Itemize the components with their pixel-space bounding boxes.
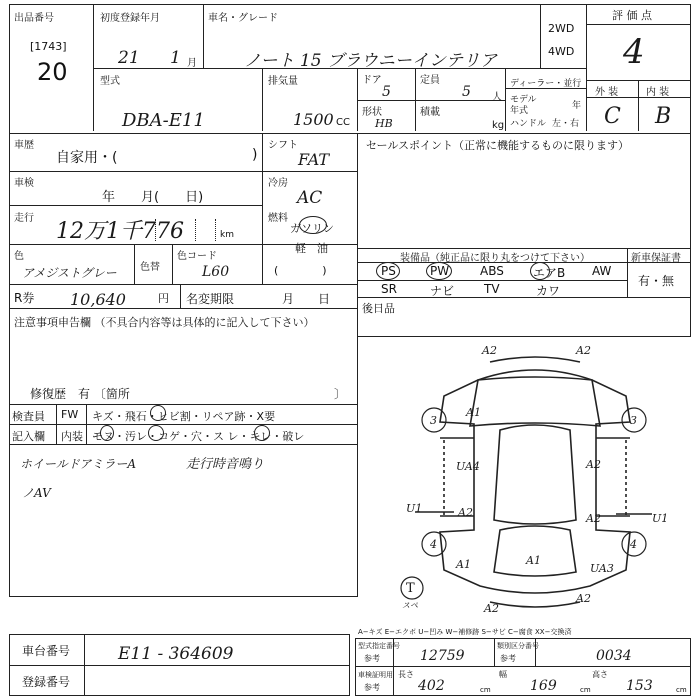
equip-aw: AW (592, 264, 612, 278)
interior-row-label: 内装 (61, 430, 83, 443)
car-diagram (390, 340, 680, 620)
drive-2wd: 2WD (548, 22, 575, 35)
mileage-value: 12万1千776 (56, 219, 184, 244)
name-grade-label: 車名・グレード (208, 13, 278, 24)
remark-3: ノAV (22, 486, 51, 500)
category-sub: 参考 (500, 654, 516, 663)
mark-a1-left-rear: A1 (456, 558, 471, 571)
load-unit: kg (492, 120, 505, 131)
mark-3-right: 3 (630, 414, 637, 427)
displacement-unit: CC (336, 117, 350, 128)
mark-u1-left: U1 (406, 502, 423, 515)
exterior-grade: C (604, 104, 621, 129)
lot-number-label: 出品番号 (14, 13, 54, 24)
interior-items: モヌ・汚レ・コゲ・穴・ス レ・キレ・破レ (92, 430, 305, 443)
registration-label: 登録番号 (22, 675, 71, 689)
mark-a2-front-left: A2 (482, 344, 497, 357)
shape-value: HB (375, 117, 393, 130)
width-key: 幅 (499, 670, 507, 679)
r-ticket-label: R券 (14, 291, 35, 305)
color-code-value: L60 (202, 264, 230, 280)
first-registration-label: 初度登録年月 (100, 13, 160, 24)
lot-number: 20 (37, 58, 68, 86)
repair-history-label: 修復歴 有 〔箇所 (30, 387, 130, 401)
model-spec-sub: 参考 (364, 654, 380, 663)
model-spec-label: 型式指定番号 (358, 642, 400, 650)
int-mark-circle-2 (148, 425, 164, 441)
fuel-diesel: 軽 油 (295, 242, 328, 255)
new-warranty-label: 新車保証書 (631, 253, 681, 264)
width-value: 169 (530, 678, 557, 694)
history-close: ) (252, 147, 258, 163)
fuel-paren: ( ) (274, 264, 327, 277)
color-label: 色 (14, 251, 24, 262)
r-ticket-value: 10,640 (70, 290, 126, 309)
category-value: 0034 (596, 648, 632, 664)
mark-a2-right-rear: A2 (586, 512, 601, 525)
year-unit: 年 (572, 101, 582, 111)
lot-code: [1743] (30, 40, 67, 53)
displacement-label: 排気量 (268, 76, 298, 87)
height-unit: cm (676, 686, 687, 694)
interior-label: 内 装 (646, 87, 670, 98)
tire-label: スペ (402, 601, 418, 610)
model-year-sub: 年式 (510, 106, 529, 116)
int-mark-circle-1 (100, 425, 114, 441)
shift-label: シフト (268, 140, 298, 151)
first-registration-month: 1 (170, 48, 181, 68)
after-frame (357, 297, 691, 337)
drive-4wd: 4WD (548, 45, 575, 58)
name-change-label: 名変期限 (186, 292, 235, 306)
remark-2: 走行時音鳴り (186, 457, 265, 472)
equip-navi: ナビ (430, 284, 455, 298)
category-label: 類別区分番号 (497, 642, 539, 650)
width-unit: cm (580, 686, 591, 694)
mark-ua3-right: UA3 (590, 562, 614, 575)
model-spec-value: 12759 (420, 648, 465, 664)
chassis-label: 車台番号 (22, 644, 71, 658)
mark-ua4-left: UA4 (456, 460, 480, 473)
mark-a1-rear: A1 (526, 554, 541, 567)
rear-window (494, 526, 576, 576)
mark-a2-front-right: A2 (576, 344, 591, 357)
handle-value: 左・右 (552, 119, 580, 129)
fuel-gas: ガソリン (290, 222, 334, 235)
fill-label: 記入欄 (12, 430, 45, 443)
month-unit: 月 (187, 58, 197, 69)
equip-abs: ABS (480, 264, 504, 278)
equip-pw: PW (430, 264, 450, 278)
mark-4-right: 4 (630, 538, 637, 551)
sales-label: セールスポイント（正常に機能するものに限ります） (366, 139, 630, 152)
mark-a1-hood: A1 (466, 406, 481, 419)
load-label: 積載 (420, 107, 440, 118)
handle-label: ハンドル (510, 119, 547, 129)
mark-a2-rear-left: A2 (484, 602, 499, 615)
mark-a2-right-door: A2 (586, 458, 601, 471)
shape-label: 形状 (362, 107, 382, 118)
pw-circle (426, 262, 452, 280)
exterior-label: 外 装 (595, 87, 619, 98)
hood-line (470, 377, 600, 426)
doors-label: ドア (362, 75, 382, 86)
front-bumper (490, 357, 580, 362)
ps-circle (376, 262, 400, 280)
mark-u1-right: U1 (652, 512, 669, 525)
cert-sub: 参考 (364, 683, 380, 692)
equip-tv: TV (484, 282, 500, 296)
equip-leather: カワ (536, 284, 561, 298)
roof-outline (494, 425, 576, 524)
fw-mark-circle (150, 405, 166, 421)
history-label: 車歴 (14, 140, 34, 151)
model-year-label: モデル (510, 95, 537, 105)
after-label: 後日品 (362, 302, 395, 315)
displacement-value: 1500 (293, 110, 334, 129)
color-value: アメジストグレー (22, 266, 117, 280)
height-key: 高さ (592, 670, 608, 679)
history-value: 自家用・( (56, 150, 118, 166)
shift-value: FAT (298, 150, 330, 169)
length-value: 402 (418, 678, 445, 694)
r-ticket-unit: 円 (158, 292, 169, 305)
ac-label: 冷房 (268, 178, 288, 189)
int-mark-circle-3 (254, 425, 270, 441)
cert-label: 車検証明用 (358, 671, 393, 679)
inspection-date: 年 月( 日) (102, 190, 204, 205)
color-code-label: 色コード (177, 251, 217, 262)
model-label: 型式 (100, 76, 120, 87)
equip-ps: PS (381, 264, 396, 278)
inspection-label: 車検 (14, 178, 34, 189)
airbag-circle (530, 262, 550, 280)
mileage-unit: km (220, 230, 234, 240)
fuel-label: 燃料 (268, 213, 288, 224)
interior-grade: B (655, 104, 672, 129)
mark-a2-left-door: A2 (458, 506, 473, 519)
mark-tire: T (406, 581, 415, 596)
capacity-label: 定員 (420, 75, 440, 86)
equip-sr: SR (381, 282, 397, 296)
warranty-value: 有・無 (638, 274, 675, 288)
chassis-value: E11 - 364609 (118, 644, 234, 664)
mark-a2-rear-right: A2 (576, 592, 591, 605)
length-key: 長さ (398, 670, 414, 679)
repair-history-close: 〕 (334, 387, 347, 401)
ac-value: AC (297, 188, 323, 208)
color-change-label: 色替 (140, 262, 160, 273)
name-change-date: 月 日 (282, 292, 331, 306)
damage-legend: A−キズ E−エクボ U−凹み W−補修跡 S−サビ C−腐食 XX−交換済 (358, 628, 572, 636)
equip-label: 装備品（純正品に限り丸をつけて下さい） (400, 253, 590, 264)
remark-1: ホイールドアミラーA (20, 457, 137, 471)
equip-airbag: エアB (533, 266, 566, 280)
capacity-value: 5 (462, 84, 471, 100)
doors-value: 5 (382, 84, 391, 100)
mark-4-left: 4 (430, 538, 437, 551)
first-registration-year: 21 (118, 48, 140, 68)
rear-bumper (490, 602, 580, 607)
model-value: DBA-E11 (122, 110, 205, 131)
mark-3-left: 3 (430, 414, 437, 427)
height-value: 153 (626, 678, 653, 694)
fw-label: FW (61, 408, 79, 421)
fw-items: キズ・飛石・ヒビ割・リペア跡・X要 (92, 410, 276, 423)
length-unit: cm (480, 686, 491, 694)
dealer-label: ディーラー・並行 (510, 79, 582, 89)
score-label: 評 価 点 (612, 9, 652, 22)
score-value: 4 (623, 32, 645, 72)
name-grade-value: ノート 15 ブラウニーインテリア (244, 51, 497, 71)
notes-label: 注意事項申告欄 （不具合内容等は具体的に記入して下さい） (14, 316, 315, 329)
capacity-unit: 人 (492, 92, 502, 103)
inspector-label: 検査員 (12, 410, 45, 423)
mileage-label: 走行 (14, 213, 34, 224)
